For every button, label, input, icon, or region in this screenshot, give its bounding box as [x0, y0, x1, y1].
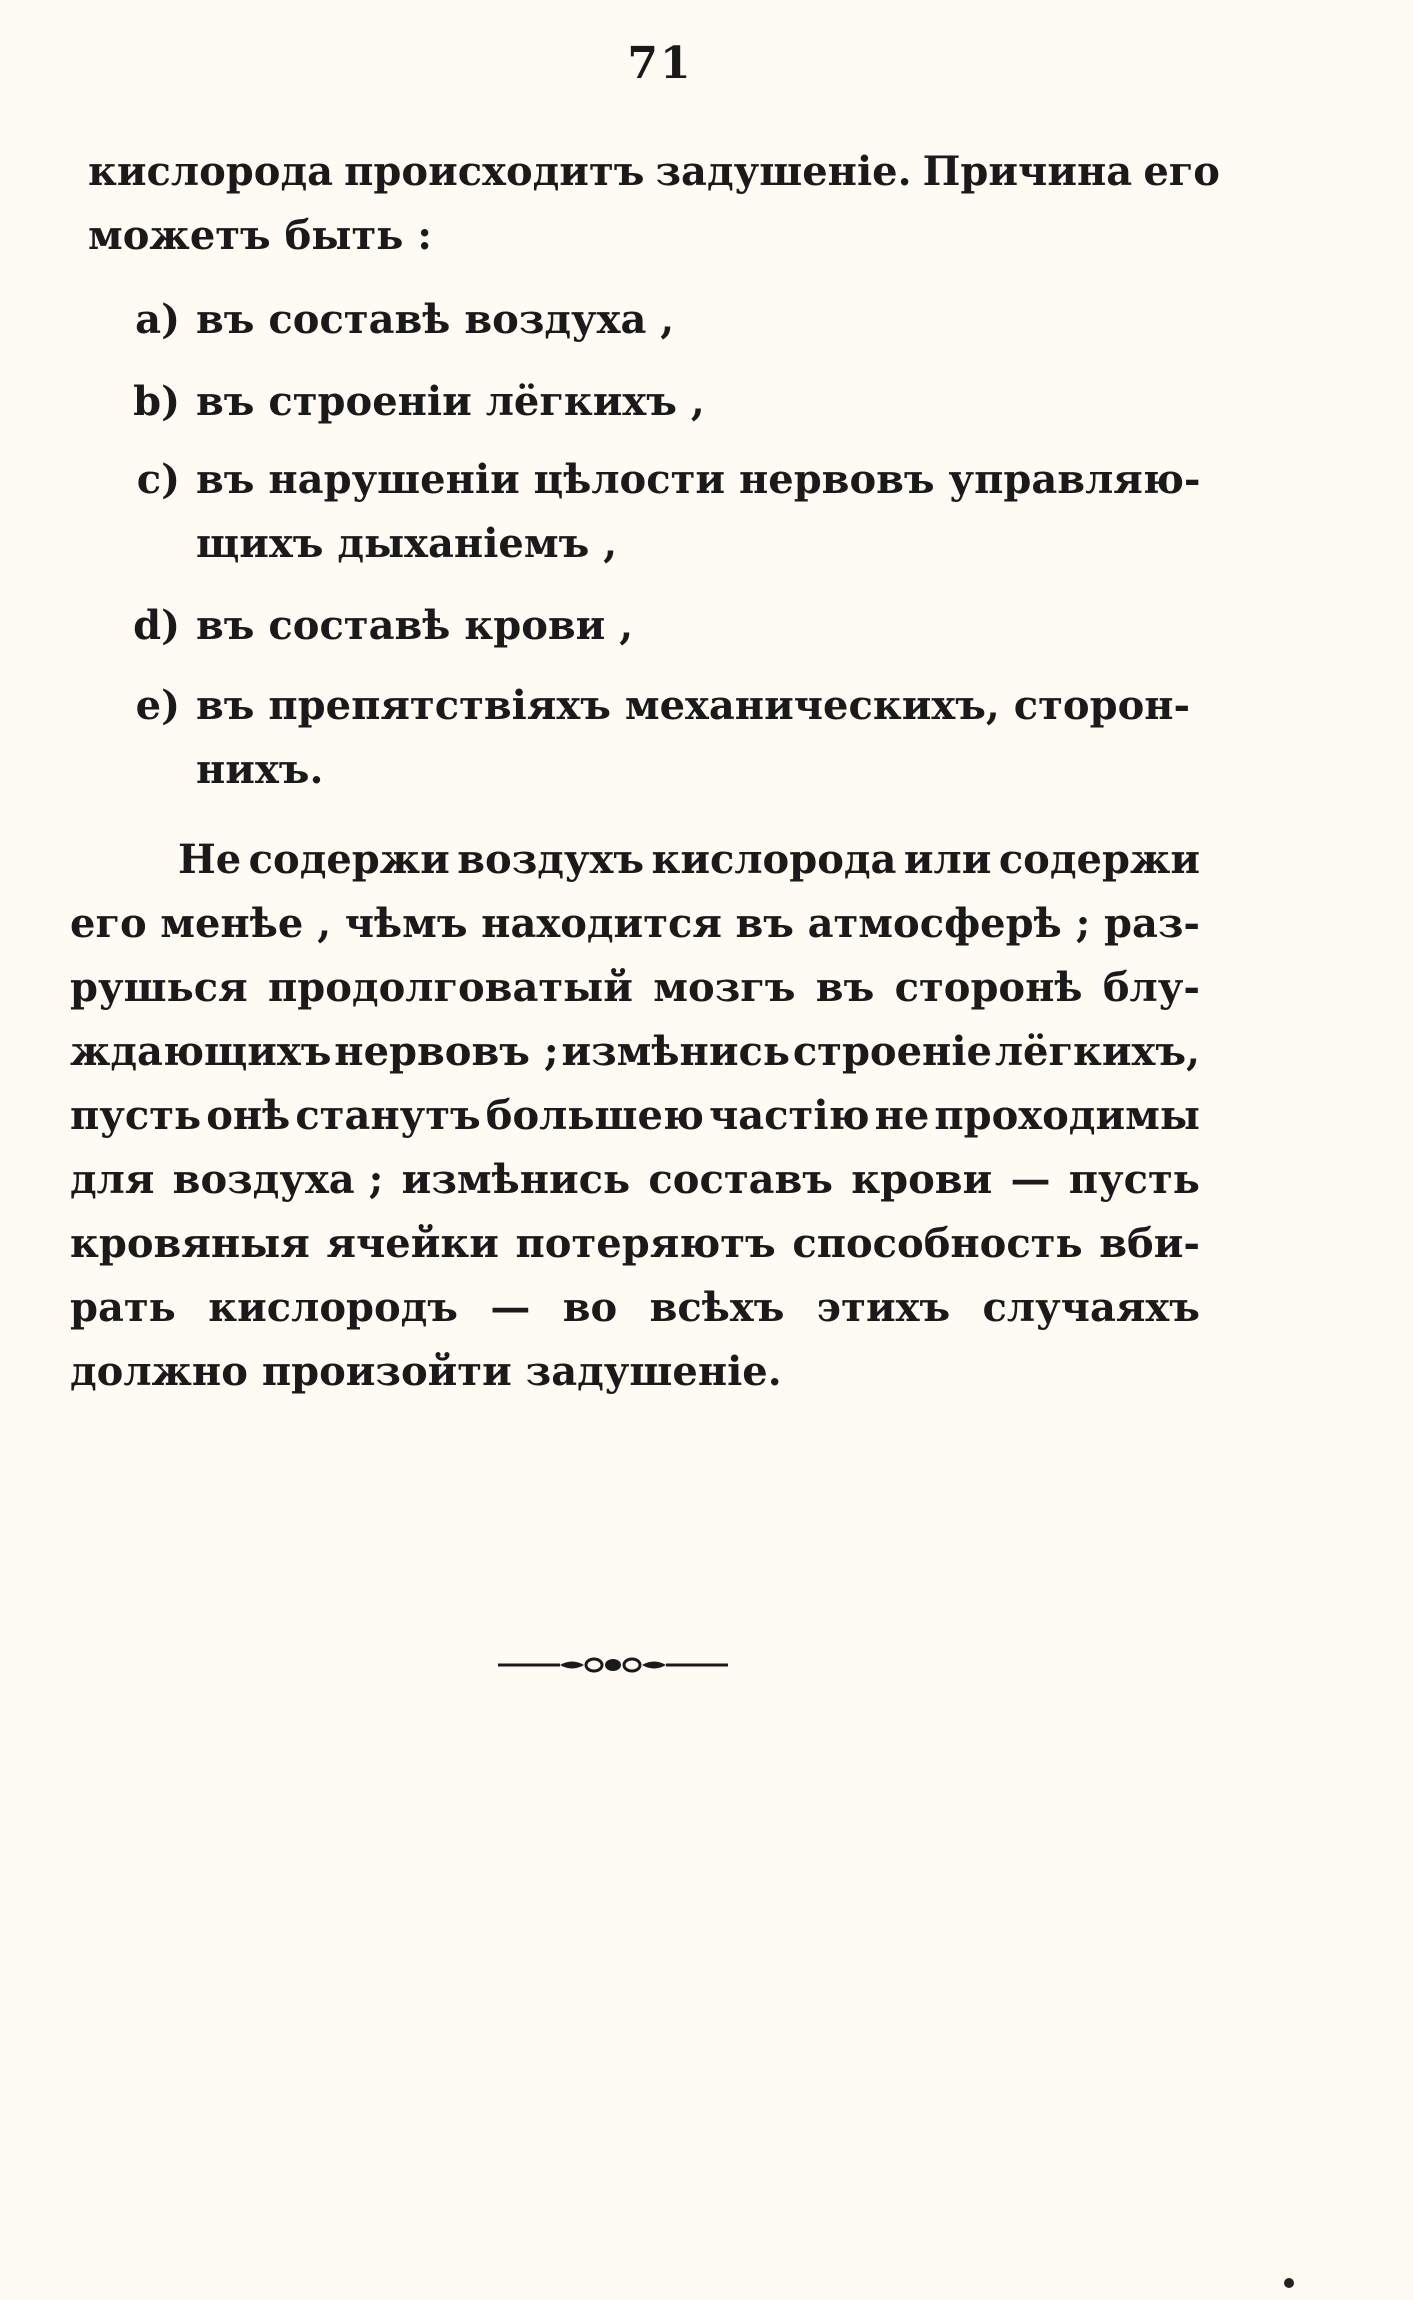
word: содержи: [248, 836, 450, 883]
paragraph-line: [70, 828, 1200, 892]
word: содержи: [998, 836, 1200, 883]
intro-text: [88, 140, 1220, 268]
word: потеряютъ: [515, 1220, 776, 1267]
list-item-continuation: нихъ.: [196, 746, 324, 793]
word: рушься: [70, 964, 248, 1011]
paragraph-line: [70, 892, 1200, 956]
word: для: [70, 1156, 155, 1203]
main-paragraph: [70, 828, 1200, 1404]
word: нервовъ ;: [334, 1028, 559, 1075]
word: крови: [851, 1156, 993, 1203]
word: воздухъ: [457, 836, 645, 883]
intro-line-1: [88, 140, 1220, 204]
word: —: [490, 1284, 531, 1331]
word: кровяныя: [70, 1220, 310, 1267]
list-item-text: въ препятствіяхъ механическихъ, сторон-: [196, 682, 1191, 729]
word: большею: [485, 1092, 704, 1139]
word: пусть: [70, 1092, 202, 1139]
word: продолговатый: [267, 964, 633, 1011]
intro-line-2: [88, 204, 1220, 268]
list-marker: b): [133, 378, 180, 425]
word: кислорода: [651, 836, 897, 883]
word: составъ: [648, 1156, 833, 1203]
word: —: [1010, 1156, 1051, 1203]
list-item-text: въ строеніи лёгкихъ ,: [196, 378, 705, 425]
word: кислородъ: [208, 1284, 458, 1331]
paragraph-last-line: [70, 1340, 1200, 1404]
word: частію: [708, 1092, 870, 1139]
word: строеніе: [792, 1028, 992, 1075]
word: во: [562, 1284, 618, 1331]
word: чѣмъ: [344, 900, 468, 947]
word: задушеніе.: [655, 148, 912, 195]
word: всѣхъ: [649, 1284, 785, 1331]
word: блу-: [1102, 964, 1200, 1011]
word: измѣнись: [401, 1156, 631, 1203]
paragraph-line: [70, 956, 1200, 1020]
list-marker: a): [135, 296, 180, 343]
list-item-a: [118, 288, 674, 352]
paragraph-last-line-text: должно произойти задушеніе.: [70, 1348, 782, 1395]
word: Причина: [922, 148, 1133, 195]
list-item-text: въ нарушеніи цѣлости нервовъ управляю-: [196, 456, 1201, 503]
word: ждающихъ: [70, 1028, 332, 1075]
paragraph-line: [70, 1148, 1200, 1212]
paragraph-line: [70, 1084, 1200, 1148]
word: проходимы: [934, 1092, 1200, 1139]
word: рать: [70, 1284, 176, 1331]
word: сторонѣ: [894, 964, 1083, 1011]
list-item-e: [118, 674, 1190, 802]
word: вби-: [1099, 1220, 1200, 1267]
intro-line-2-text: можетъ быть :: [88, 212, 433, 259]
word: въ: [735, 900, 794, 947]
word: способность: [792, 1220, 1083, 1267]
paragraph-line: [70, 1276, 1200, 1340]
list-marker: c): [136, 456, 180, 503]
list-item-c: [118, 448, 1200, 576]
word: его: [70, 900, 147, 947]
word: этихъ: [816, 1284, 951, 1331]
word: ячейки: [326, 1220, 499, 1267]
list-marker: e): [135, 682, 180, 729]
word: не: [874, 1092, 930, 1139]
word: раз-: [1103, 900, 1200, 947]
word: пусть: [1068, 1156, 1200, 1203]
word: Не: [178, 836, 242, 883]
word: станутъ: [295, 1092, 481, 1139]
list-item-continuation: щихъ дыханіемъ ,: [196, 520, 618, 567]
word: атмосферѣ ;: [807, 900, 1091, 947]
list-item-b: [118, 370, 705, 434]
word: кислорода: [88, 148, 334, 195]
page-number: 71: [627, 38, 693, 89]
word: воздуха ;: [172, 1156, 384, 1203]
word: или: [903, 836, 992, 883]
list-marker: d): [133, 602, 180, 649]
word: лёгкихъ,: [994, 1028, 1200, 1075]
word: онѣ: [206, 1092, 291, 1139]
ink-speck: [1284, 2278, 1294, 2288]
paragraph-line: [70, 1020, 1200, 1084]
paragraph-line: [70, 1212, 1200, 1276]
list-item-d: [118, 594, 633, 658]
word: случаяхъ: [982, 1284, 1200, 1331]
list-item-text: въ составѣ воздуха ,: [196, 296, 675, 343]
word: въ: [815, 964, 875, 1011]
word: измѣнись: [561, 1028, 790, 1075]
word: менѣе ,: [160, 900, 332, 947]
word: мозгъ: [653, 964, 796, 1011]
word: находится: [481, 900, 722, 947]
word: его: [1143, 148, 1220, 195]
ornamental-divider-icon: [498, 1650, 728, 1680]
word: происходитъ: [344, 148, 645, 195]
list-item-text: въ составѣ крови ,: [196, 602, 634, 649]
